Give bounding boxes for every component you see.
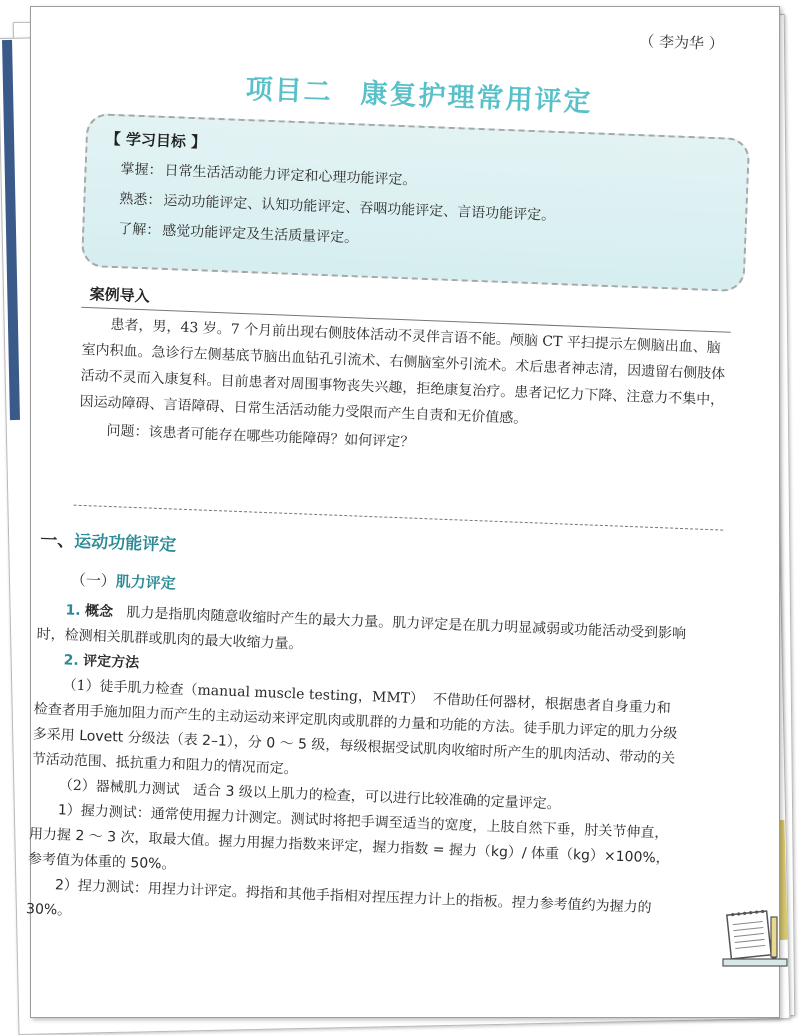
objective-text: 感觉功能评定及生活质量评定。 [161, 222, 359, 247]
mmt-text: 不借助任何器材，根据患者自身重力和检查者用手施加阻力而产生的主动运动来评定肌肉或肌群的力量和功能的方法。徒手肌力评定的肌力分级多采用 Lovett 分级法（表 2–1），分 0 ～ 5 级，每级根据受试肌肉收缩时所产生的肌肉活动、带动的关节活动范围、抵抗重力和阻力的情况而定。 [31, 691, 678, 778]
objectives-heading: 【 学习目标 】 [105, 129, 207, 152]
grip-text: 通常使用握力计测定。测试时将把手调至适当的宽度，上肢自然下垂，肘关节伸直，用力握 2 ～ 3 次，取最大值。握力用握力指数来评定，握力指数 = 握力（kg）/ 体重（kg）×100%，参考值为体重的 50%。 [27, 805, 670, 873]
case-question: 问题：该患者可能存在哪些功能障碍？如何评定？ [106, 422, 415, 451]
section-number: 一、 [39, 530, 75, 552]
objective-text: 运动功能评定、认知功能评定、吞咽功能评定、言语功能评定。 [163, 192, 556, 224]
objective-key: 掌握： [120, 161, 163, 179]
case-body [78, 311, 733, 468]
case-paragraph: 患者，男，43 岁。7 个月前出现右侧肢体活动不灵伴言语不能。颅脑 CT 平扫提示左侧脑出血、脑室内积血。急诊行左侧基底节脑出血钻孔引流术、右侧脑室外引流术。术后患者神志清，因遗留右侧肢体活动不灵而入康复科。目前患者对周围事物丧失兴趣，拒绝康复治疗。患者记忆力下降、注意力不集中，因运动障碍、言语障碍、日常生活活动能力受限而产生自责和无价值感。 [79, 316, 726, 427]
objective-item [119, 188, 555, 225]
grip-label: 1）握力测试： [57, 802, 152, 822]
chapter-title [245, 67, 593, 119]
notebook-pencil-icon [721, 907, 791, 971]
device-text: 适合 3 级以上肌力的检查，可以进行比较准确的定量评定。 [192, 782, 561, 813]
concept-number: 1. [65, 602, 81, 619]
pinch-text: 用捏力计评定。拇指和其他手指相对捏压捏力计上的指板。捏力参考值约为握力的 30%。 [25, 880, 652, 919]
subsection-heading [70, 569, 176, 594]
objective-item [118, 218, 359, 247]
objective-item [120, 158, 417, 189]
concept-text: 肌力是指肌肉随意收缩时产生的最大力量。肌力评定是在肌力明显减弱或功能活动受到影响时，检测相关肌群或肌肉的最大收缩力量。 [36, 604, 687, 653]
method-number: 2. [63, 652, 80, 669]
method-label: 评定方法 [82, 653, 140, 672]
body-text [26, 597, 688, 947]
chapter-name: 康复护理常用评定 [360, 78, 594, 119]
concept-label: 概念 [84, 603, 114, 621]
section-heading [40, 525, 177, 555]
divider [74, 505, 724, 531]
objective-key: 了解： [117, 221, 161, 239]
document-page [25, 6, 780, 1018]
subsection-title: 肌力评定 [115, 572, 177, 593]
chapter-label: 项目二 [245, 73, 334, 109]
subsection-number: （一） [70, 570, 117, 591]
pinch-label: 2）捏力测试： [54, 877, 149, 897]
learning-objectives-box [81, 113, 750, 292]
device-label: （2）器械肌力测试 [58, 777, 181, 798]
objective-key: 熟悉： [119, 191, 162, 209]
author-credit: （ 李为华 ） [638, 32, 725, 54]
objective-text: 日常生活活动能力评定和心理功能评定。 [164, 162, 417, 189]
section-title: 运动功能评定 [73, 531, 177, 556]
mmt-label: （1）徒手肌力检查（manual muscle testing，MMT） [62, 677, 425, 708]
case-title: 案例导入 [89, 285, 151, 306]
